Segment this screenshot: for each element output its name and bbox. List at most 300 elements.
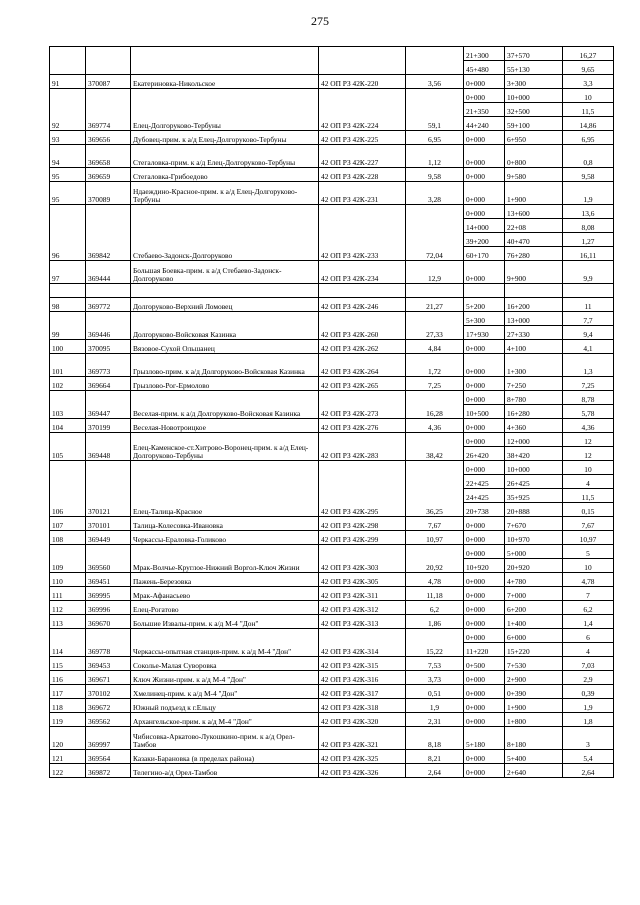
road-code: 369446 — [86, 312, 131, 340]
segment-length: 8,78 — [563, 391, 614, 405]
segment-start: 0+000 — [464, 713, 505, 727]
road-name: Елец-Каменское-ст.Хитрово-Воронец-прим. к а/д Елец-Долгоруково-Тербуны — [131, 433, 319, 461]
registry-number: 42 ОП РЗ 42К-231 — [319, 182, 406, 205]
segment-length: 9,58 — [563, 168, 614, 182]
row-number: 115 — [50, 657, 86, 671]
registry-number — [319, 47, 406, 75]
segment-length: 7,03 — [563, 657, 614, 671]
registry-number: 42 ОП РЗ 42К-314 — [319, 629, 406, 657]
table-row — [50, 601, 614, 615]
road-length: 72,04 — [406, 205, 464, 261]
table-row — [50, 545, 614, 559]
registry-number: 42 ОП РЗ 42К-265 — [319, 377, 406, 391]
table-row — [50, 671, 614, 685]
segment-length: 10 — [563, 461, 614, 475]
segment-length: 0,8 — [563, 145, 614, 168]
segment-start: 0+000 — [464, 750, 505, 764]
table-row — [50, 750, 614, 764]
road-length: 11,18 — [406, 587, 464, 601]
registry-number: 42 ОП РЗ 42К-320 — [319, 713, 406, 727]
segment-length: 2,64 — [563, 764, 614, 778]
road-code: 369774 — [86, 89, 131, 131]
segment-start: 26+420 — [464, 447, 505, 461]
row-number: 102 — [50, 377, 86, 391]
registry-number: 42 ОП РЗ 42К-316 — [319, 671, 406, 685]
segment-end: 1+900 — [505, 699, 563, 713]
table-row — [50, 764, 614, 778]
segment-length: 1,8 — [563, 713, 614, 727]
segment-length: 10,97 — [563, 531, 614, 545]
segment-length: 7,25 — [563, 377, 614, 391]
road-code: 370121 — [86, 461, 131, 517]
segment-end: 1+800 — [505, 713, 563, 727]
segment-start: 0+000 — [464, 433, 505, 447]
registry-number: 42 ОП РЗ 42К-228 — [319, 168, 406, 182]
segment-length: 11,5 — [563, 489, 614, 503]
table-row — [50, 657, 614, 671]
road-code: 370101 — [86, 517, 131, 531]
table-row — [50, 205, 614, 219]
segment-start: 0+000 — [464, 419, 505, 433]
segment-start: 5+200 — [464, 298, 505, 312]
segment-start: 0+000 — [464, 168, 505, 182]
table-row — [50, 587, 614, 601]
road-name: Веселая-прим. к а/д Долгоруково-Войсковая Казинка — [131, 391, 319, 419]
row-number: 111 — [50, 587, 86, 601]
row-number: 93 — [50, 131, 86, 145]
segment-start: 45+480 — [464, 61, 505, 75]
road-name — [131, 47, 319, 75]
segment-start: 0+000 — [464, 340, 505, 354]
registry-number: 42 ОП РЗ 42К-305 — [319, 573, 406, 587]
segment-end: 7+670 — [505, 517, 563, 531]
table-row — [50, 261, 614, 284]
segment-start: 0+000 — [464, 261, 505, 284]
road-length: 8,18 — [406, 727, 464, 750]
segment-length: 12 — [563, 433, 614, 447]
road-name: Долгоруково-Верхний Ломовец — [131, 298, 319, 312]
row-number: 122 — [50, 764, 86, 778]
row-number — [50, 47, 86, 75]
segment-end: 7+250 — [505, 377, 563, 391]
segment-start: 5+300 — [464, 312, 505, 326]
table-row — [50, 419, 614, 433]
segment-length: 11,5 — [563, 103, 614, 117]
segment-end: 4+780 — [505, 573, 563, 587]
road-name: Архангельское-прим. к а/д М-4 "Дон" — [131, 713, 319, 727]
segment-length: 3,3 — [563, 75, 614, 89]
segment-end: 7+530 — [505, 657, 563, 671]
road-length: 12,9 — [406, 261, 464, 284]
segment-end: 20+920 — [505, 559, 563, 573]
road-name: Большая Боевка-прим. к а/д Стебаево-Задонск-Долгоруково — [131, 261, 319, 284]
segment-start — [464, 284, 505, 298]
segment-length: 10 — [563, 89, 614, 103]
segment-end: 0+800 — [505, 145, 563, 168]
road-length: 7,25 — [406, 377, 464, 391]
table-row — [50, 573, 614, 587]
road-name: Чибисовка-Аркатово-Лукошкино-прим. к а/д Орел-Тамбов — [131, 727, 319, 750]
segment-end: 22+08 — [505, 219, 563, 233]
segment-start: 22+425 — [464, 475, 505, 489]
registry-number: 42 ОП РЗ 42К-317 — [319, 685, 406, 699]
road-length: 9,58 — [406, 168, 464, 182]
road-code: 369449 — [86, 531, 131, 545]
road-length: 4,84 — [406, 340, 464, 354]
segment-length: 1,4 — [563, 615, 614, 629]
registry-number: 42 ОП РЗ 42К-262 — [319, 340, 406, 354]
road-code: 369656 — [86, 131, 131, 145]
row-number: 112 — [50, 601, 86, 615]
segment-length: 11 — [563, 298, 614, 312]
segment-length: 10 — [563, 559, 614, 573]
road-code: 369448 — [86, 433, 131, 461]
segment-start: 11+220 — [464, 643, 505, 657]
road-name: Стегаловка-прим. к а/д Елец-Долгоруково-Тербуны — [131, 145, 319, 168]
segment-end: 9+580 — [505, 168, 563, 182]
segment-start: 17+930 — [464, 326, 505, 340]
segment-length: 6 — [563, 629, 614, 643]
segment-start: 0+000 — [464, 517, 505, 531]
table-row — [50, 433, 614, 447]
road-length: 1,9 — [406, 699, 464, 713]
row-number: 121 — [50, 750, 86, 764]
segment-start: 0+500 — [464, 657, 505, 671]
road-code: 369772 — [86, 298, 131, 312]
road-name: Грызлово-Рог-Ермолово — [131, 377, 319, 391]
segment-length: 1,3 — [563, 354, 614, 377]
segment-end: 5+400 — [505, 750, 563, 764]
road-name: Грызлово-прим. к а/д Долгоруково-Войсковая Казинка — [131, 354, 319, 377]
segment-length: 9,65 — [563, 61, 614, 75]
page-number: 275 — [311, 14, 329, 28]
road-length: 3,73 — [406, 671, 464, 685]
row-number: 113 — [50, 615, 86, 629]
segment-length: 1,27 — [563, 233, 614, 247]
road-name: Долгоруково-Войсковая Казинка — [131, 312, 319, 340]
road-length: 2,64 — [406, 764, 464, 778]
segment-end: 4+100 — [505, 340, 563, 354]
segment-end: 35+925 — [505, 489, 563, 503]
road-code: 370089 — [86, 182, 131, 205]
row-number: 98 — [50, 298, 86, 312]
segment-start: 21+300 — [464, 47, 505, 61]
table-row — [50, 391, 614, 405]
segment-end: 6+200 — [505, 601, 563, 615]
segment-length: 4,36 — [563, 419, 614, 433]
row-number: 95 — [50, 182, 86, 205]
road-code: 369447 — [86, 391, 131, 419]
road-name: Талица-Колесовка-Ивановка — [131, 517, 319, 531]
registry-number: 42 ОП РЗ 42К-299 — [319, 531, 406, 545]
segment-length: 5 — [563, 545, 614, 559]
row-number: 107 — [50, 517, 86, 531]
segment-length: 8,08 — [563, 219, 614, 233]
road-code: 369995 — [86, 587, 131, 601]
segment-length: 7,67 — [563, 517, 614, 531]
row-number: 116 — [50, 671, 86, 685]
registry-number: 42 ОП РЗ 42К-318 — [319, 699, 406, 713]
segment-length: 13,6 — [563, 205, 614, 219]
segment-start: 0+000 — [464, 573, 505, 587]
table-row — [50, 284, 614, 298]
road-code: 369664 — [86, 377, 131, 391]
road-length: 4,36 — [406, 419, 464, 433]
road-length — [406, 284, 464, 298]
road-code — [86, 284, 131, 298]
registry-number: 42 ОП РЗ 42К-325 — [319, 750, 406, 764]
segment-length: 5,4 — [563, 750, 614, 764]
table-row — [50, 131, 614, 145]
road-code: 369670 — [86, 615, 131, 629]
segment-start: 0+000 — [464, 764, 505, 778]
segment-length: 14,86 — [563, 117, 614, 131]
segment-end: 2+900 — [505, 671, 563, 685]
segment-end: 0+390 — [505, 685, 563, 699]
road-name: Большие Извалы-прим. к а/д М-4 "Дон" — [131, 615, 319, 629]
segment-length: 9,9 — [563, 261, 614, 284]
registry-number: 42 ОП РЗ 42К-321 — [319, 727, 406, 750]
table-row — [50, 699, 614, 713]
registry-number: 42 ОП РЗ 42К-312 — [319, 601, 406, 615]
table-row — [50, 168, 614, 182]
segment-end: 1+400 — [505, 615, 563, 629]
road-length: 7,67 — [406, 517, 464, 531]
road-length — [406, 47, 464, 75]
segment-end: 10+000 — [505, 461, 563, 475]
table-row — [50, 713, 614, 727]
road-name: Пажень-Березовка — [131, 573, 319, 587]
segment-end: 8+780 — [505, 391, 563, 405]
segment-length: 16,11 — [563, 247, 614, 261]
segment-end: 13+600 — [505, 205, 563, 219]
road-code: 370199 — [86, 419, 131, 433]
segment-length — [563, 284, 614, 298]
segment-end: 6+000 — [505, 629, 563, 643]
road-name: Веселая-Новотроицкое — [131, 419, 319, 433]
segment-start: 0+000 — [464, 671, 505, 685]
road-code: 370087 — [86, 75, 131, 89]
row-number: 110 — [50, 573, 86, 587]
segment-end: 27+330 — [505, 326, 563, 340]
segment-end: 1+300 — [505, 354, 563, 377]
road-length: 16,28 — [406, 391, 464, 419]
segment-end: 3+300 — [505, 75, 563, 89]
road-code: 369444 — [86, 261, 131, 284]
registry-number: 42 ОП РЗ 42К-315 — [319, 657, 406, 671]
segment-start: 0+000 — [464, 75, 505, 89]
road-register-table — [49, 46, 614, 778]
registry-number: 42 ОП РЗ 42К-326 — [319, 764, 406, 778]
road-name: Ключ Жизни-прим. к а/д М-4 "Дон" — [131, 671, 319, 685]
segment-length: 12 — [563, 447, 614, 461]
row-number: 108 — [50, 531, 86, 545]
table-row — [50, 531, 614, 545]
segment-end: 76+280 — [505, 247, 563, 261]
segment-start: 20+738 — [464, 503, 505, 517]
row-number: 120 — [50, 727, 86, 750]
segment-length: 9,4 — [563, 326, 614, 340]
road-code: 369996 — [86, 601, 131, 615]
segment-start: 0+000 — [464, 461, 505, 475]
road-length: 15,22 — [406, 629, 464, 657]
segment-length: 4,1 — [563, 340, 614, 354]
row-number: 100 — [50, 340, 86, 354]
registry-number: 42 ОП РЗ 42К-273 — [319, 391, 406, 419]
segment-end: 37+570 — [505, 47, 563, 61]
registry-number: 42 ОП РЗ 42К-233 — [319, 205, 406, 261]
road-code: 369658 — [86, 145, 131, 168]
road-name: Екатериновка-Никольское — [131, 75, 319, 89]
row-number: 117 — [50, 685, 86, 699]
table-row — [50, 354, 614, 377]
segment-start: 0+000 — [464, 545, 505, 559]
road-length: 3,56 — [406, 75, 464, 89]
segment-end: 20+888 — [505, 503, 563, 517]
road-length: 1,12 — [406, 145, 464, 168]
segment-length: 4 — [563, 643, 614, 657]
registry-number: 42 ОП РЗ 42К-295 — [319, 461, 406, 517]
road-code: 369842 — [86, 205, 131, 261]
segment-length: 4,78 — [563, 573, 614, 587]
road-code: 369451 — [86, 573, 131, 587]
road-length: 4,78 — [406, 573, 464, 587]
segment-end: 13+000 — [505, 312, 563, 326]
registry-number: 42 ОП РЗ 42К-298 — [319, 517, 406, 531]
road-length: 10,97 — [406, 531, 464, 545]
segment-end: 7+000 — [505, 587, 563, 601]
road-code: 369997 — [86, 727, 131, 750]
segment-start: 5+180 — [464, 727, 505, 750]
road-length: 38,42 — [406, 433, 464, 461]
segment-start: 39+200 — [464, 233, 505, 247]
road-length: 36,25 — [406, 461, 464, 517]
row-number: 99 — [50, 312, 86, 340]
road-code: 369659 — [86, 168, 131, 182]
row-number: 91 — [50, 75, 86, 89]
table-row — [50, 685, 614, 699]
segment-end: 16+280 — [505, 405, 563, 419]
row-number: 95 — [50, 168, 86, 182]
row-number: 103 — [50, 391, 86, 419]
table-row — [50, 629, 614, 643]
segment-start: 0+000 — [464, 131, 505, 145]
row-number: 94 — [50, 145, 86, 168]
row-number: 105 — [50, 433, 86, 461]
segment-length: 6,95 — [563, 131, 614, 145]
registry-number: 42 ОП РЗ 42К-224 — [319, 89, 406, 131]
row-number: 118 — [50, 699, 86, 713]
segment-end: 2+640 — [505, 764, 563, 778]
road-name: Черкассы-Ераловка-Голиково — [131, 531, 319, 545]
registry-number: 42 ОП РЗ 42К-283 — [319, 433, 406, 461]
road-name: Вязовое-Сухой Ольшанец — [131, 340, 319, 354]
road-name: Хмелинец-прим. к а/д М-4 "Дон" — [131, 685, 319, 699]
segment-length: 7 — [563, 587, 614, 601]
segment-end: 59+100 — [505, 117, 563, 131]
road-name: Соколье-Малая Суворовка — [131, 657, 319, 671]
segment-length: 4 — [563, 475, 614, 489]
segment-end: 55+130 — [505, 61, 563, 75]
segment-end: 15+220 — [505, 643, 563, 657]
segment-length: 3 — [563, 727, 614, 750]
registry-number — [319, 284, 406, 298]
road-name: Мрак-Волчье-Круглое-Нижний Воргол-Ключ Жизни — [131, 545, 319, 573]
table-row — [50, 298, 614, 312]
table-row — [50, 182, 614, 205]
segment-start: 0+000 — [464, 615, 505, 629]
road-code: 369671 — [86, 671, 131, 685]
segment-end: 40+470 — [505, 233, 563, 247]
registry-number: 42 ОП РЗ 42К-246 — [319, 298, 406, 312]
registry-number: 42 ОП РЗ 42К-227 — [319, 145, 406, 168]
road-code: 369778 — [86, 629, 131, 657]
road-length: 21,27 — [406, 298, 464, 312]
segment-start: 24+425 — [464, 489, 505, 503]
table-row — [50, 461, 614, 475]
road-code: 369872 — [86, 764, 131, 778]
segment-start: 14+000 — [464, 219, 505, 233]
row-number: 109 — [50, 545, 86, 573]
segment-end: 10+970 — [505, 531, 563, 545]
segment-start: 0+000 — [464, 182, 505, 205]
segment-start: 0+000 — [464, 601, 505, 615]
row-number: 97 — [50, 261, 86, 284]
row-number: 92 — [50, 89, 86, 131]
road-name: Ндаеждино-Красное-прим. к а/д Елец-Долгоруково-Тербуны — [131, 182, 319, 205]
table-row — [50, 727, 614, 750]
road-name: Елец-Рогатово — [131, 601, 319, 615]
road-length: 1,86 — [406, 615, 464, 629]
table-row — [50, 517, 614, 531]
segment-length: 2,9 — [563, 671, 614, 685]
segment-start: 60+170 — [464, 247, 505, 261]
road-length: 20,92 — [406, 545, 464, 573]
road-name: Елец-Долгоруково-Тербуны — [131, 89, 319, 131]
segment-length: 16,27 — [563, 47, 614, 61]
registry-number: 42 ОП РЗ 42К-264 — [319, 354, 406, 377]
segment-end: 38+420 — [505, 447, 563, 461]
segment-start: 10+500 — [464, 405, 505, 419]
segment-start: 10+920 — [464, 559, 505, 573]
table-row — [50, 615, 614, 629]
road-length: 27,33 — [406, 312, 464, 340]
table-row — [50, 340, 614, 354]
road-name: Казаки-Барановка (в пределах района) — [131, 750, 319, 764]
segment-end: 16+200 — [505, 298, 563, 312]
road-name: Черкассы-опытная станция-прим. к а/д М-4 "Дон" — [131, 629, 319, 657]
table-row — [50, 312, 614, 326]
road-code: 369453 — [86, 657, 131, 671]
segment-length: 6,2 — [563, 601, 614, 615]
row-number: 104 — [50, 419, 86, 433]
segment-start: 0+000 — [464, 685, 505, 699]
segment-start: 44+240 — [464, 117, 505, 131]
segment-start: 0+000 — [464, 531, 505, 545]
registry-number: 42 ОП РЗ 42К-276 — [319, 419, 406, 433]
segment-length: 0,15 — [563, 503, 614, 517]
segment-start: 0+000 — [464, 699, 505, 713]
segment-start: 0+000 — [464, 89, 505, 103]
road-name: Мрак-Афанасьево — [131, 587, 319, 601]
road-code: 370095 — [86, 340, 131, 354]
row-number: 114 — [50, 629, 86, 657]
road-length: 2,31 — [406, 713, 464, 727]
table-row — [50, 89, 614, 103]
road-length: 3,28 — [406, 182, 464, 205]
table-row — [50, 145, 614, 168]
road-code: 370102 — [86, 685, 131, 699]
